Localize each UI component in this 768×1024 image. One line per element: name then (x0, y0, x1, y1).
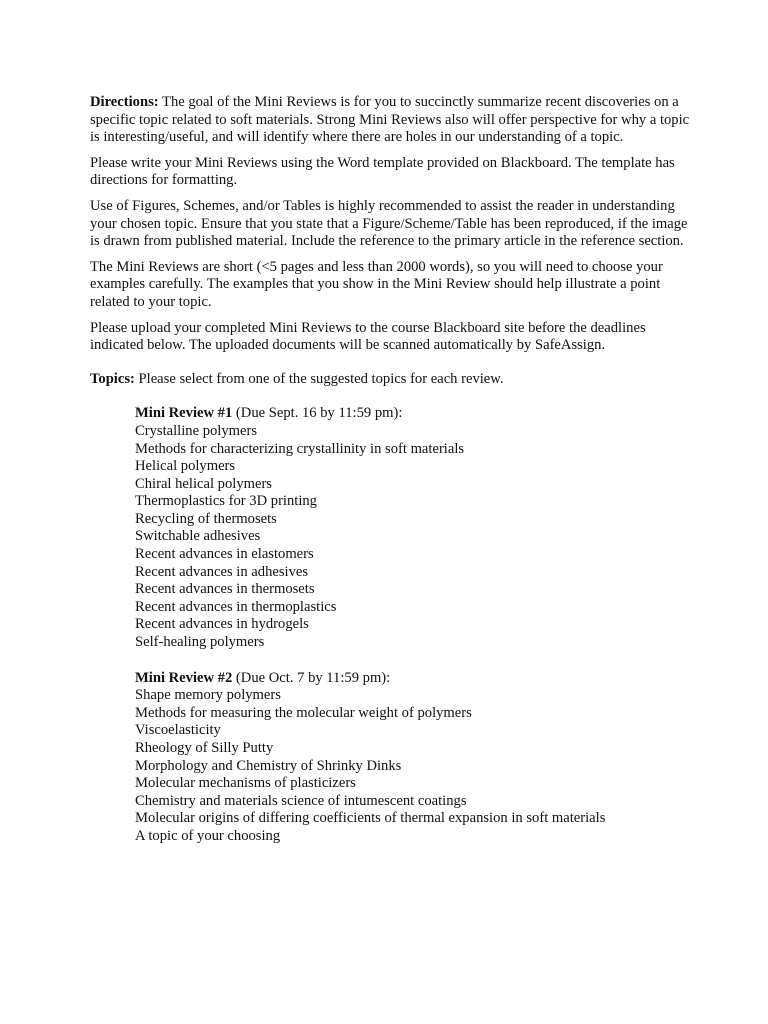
list-item: Viscoelasticity (135, 722, 221, 739)
list-item: Morphology and Chemistry of Shrinky Dinks (135, 757, 402, 774)
list-item: Recent advances in hydrogels (135, 616, 309, 633)
list-item: Shape memory polymers (135, 687, 281, 704)
list-item: Self-healing polymers (135, 634, 265, 651)
list-item: Recent advances in adhesives (135, 563, 309, 580)
list-item: Methods for characterizing crystallinity in soft materials (135, 440, 465, 457)
list-item: Recycling of thermosets (135, 510, 277, 527)
upload-paragraph: Please upload your completed Mini Reviews to the course Blackboard site before the deadlines indicated below. The uploaded documents will be scanned automatically by SafeAssign. (90, 319, 646, 354)
list-item: Methods for measuring the molecular weight of polymers (135, 704, 472, 721)
list-item: Recent advances in thermosets (135, 581, 315, 598)
mini-review-1-due: (Due Sept. 16 by 11:59 pm): (232, 405, 403, 422)
template-paragraph: Please write your Mini Reviews using the Word template provided on Blackboard. The template has directions for formatting. (90, 154, 675, 189)
mini-review-2-section (135, 670, 690, 846)
list-item: Chiral helical polymers (135, 475, 272, 492)
directions-label: Directions: (90, 94, 159, 110)
mini-review-2-title: Mini Review #2 (135, 669, 233, 686)
mini-review-1-section (135, 405, 690, 651)
list-item: Crystalline polymers (135, 422, 258, 439)
mini-review-2-heading (135, 670, 690, 688)
list-item: Thermoplastics for 3D printing (135, 493, 317, 510)
mini-review-2-due: (Due Oct. 7 by 11:59 pm): (232, 669, 391, 686)
list-item: Chemistry and materials science of intumescent coatings (135, 792, 467, 809)
list-item: Molecular origins of differing coefficients of thermal expansion in soft materials (135, 810, 606, 827)
list-item: Switchable adhesives (135, 528, 261, 545)
list-item: Helical polymers (135, 458, 236, 475)
list-item: Recent advances in thermoplastics (135, 598, 337, 615)
directions-text: The goal of the Mini Reviews is for you to succinctly summarize recent discoveries on a specific topic related to soft materials. Strong Mini Reviews also will offer perspective for why a topic is interesting/useful, and will identify where there are holes in our understanding of a topic. (90, 94, 690, 146)
topics-paragraph (90, 371, 690, 389)
mini-review-1-topic-list (135, 423, 690, 652)
list-item: A topic of your choosing (135, 827, 281, 844)
list-item: Recent advances in elastomers (135, 546, 314, 563)
mini-review-2-topic-list (135, 687, 690, 845)
mini-review-1-title: Mini Review #1 (135, 405, 233, 422)
figures-paragraph: Use of Figures, Schemes, and/or Tables is highly recommended to assist the reader in understanding your chosen topic. Ensure that you state that a Figure/Scheme/Table has been reproduced, if the image is drawn from published material. Include the reference to the primary article in the reference section. (90, 197, 688, 250)
mini-review-1-heading (135, 405, 690, 423)
topics-text: Please select from one of the suggested topics for each review. (134, 370, 504, 387)
length-paragraph: The Mini Reviews are short (<5 pages and less than 2000 words), so you will need to choose your examples carefully. The examples that you show in the Mini Review should help illustrate a point related to your topic. (90, 258, 663, 310)
list-item: Rheology of Silly Putty (135, 740, 274, 756)
list-item: Molecular mechanisms of plasticizers (135, 775, 356, 792)
document-page (90, 94, 690, 846)
topics-label: Topics: (90, 370, 135, 387)
directions-paragraph (90, 94, 690, 147)
